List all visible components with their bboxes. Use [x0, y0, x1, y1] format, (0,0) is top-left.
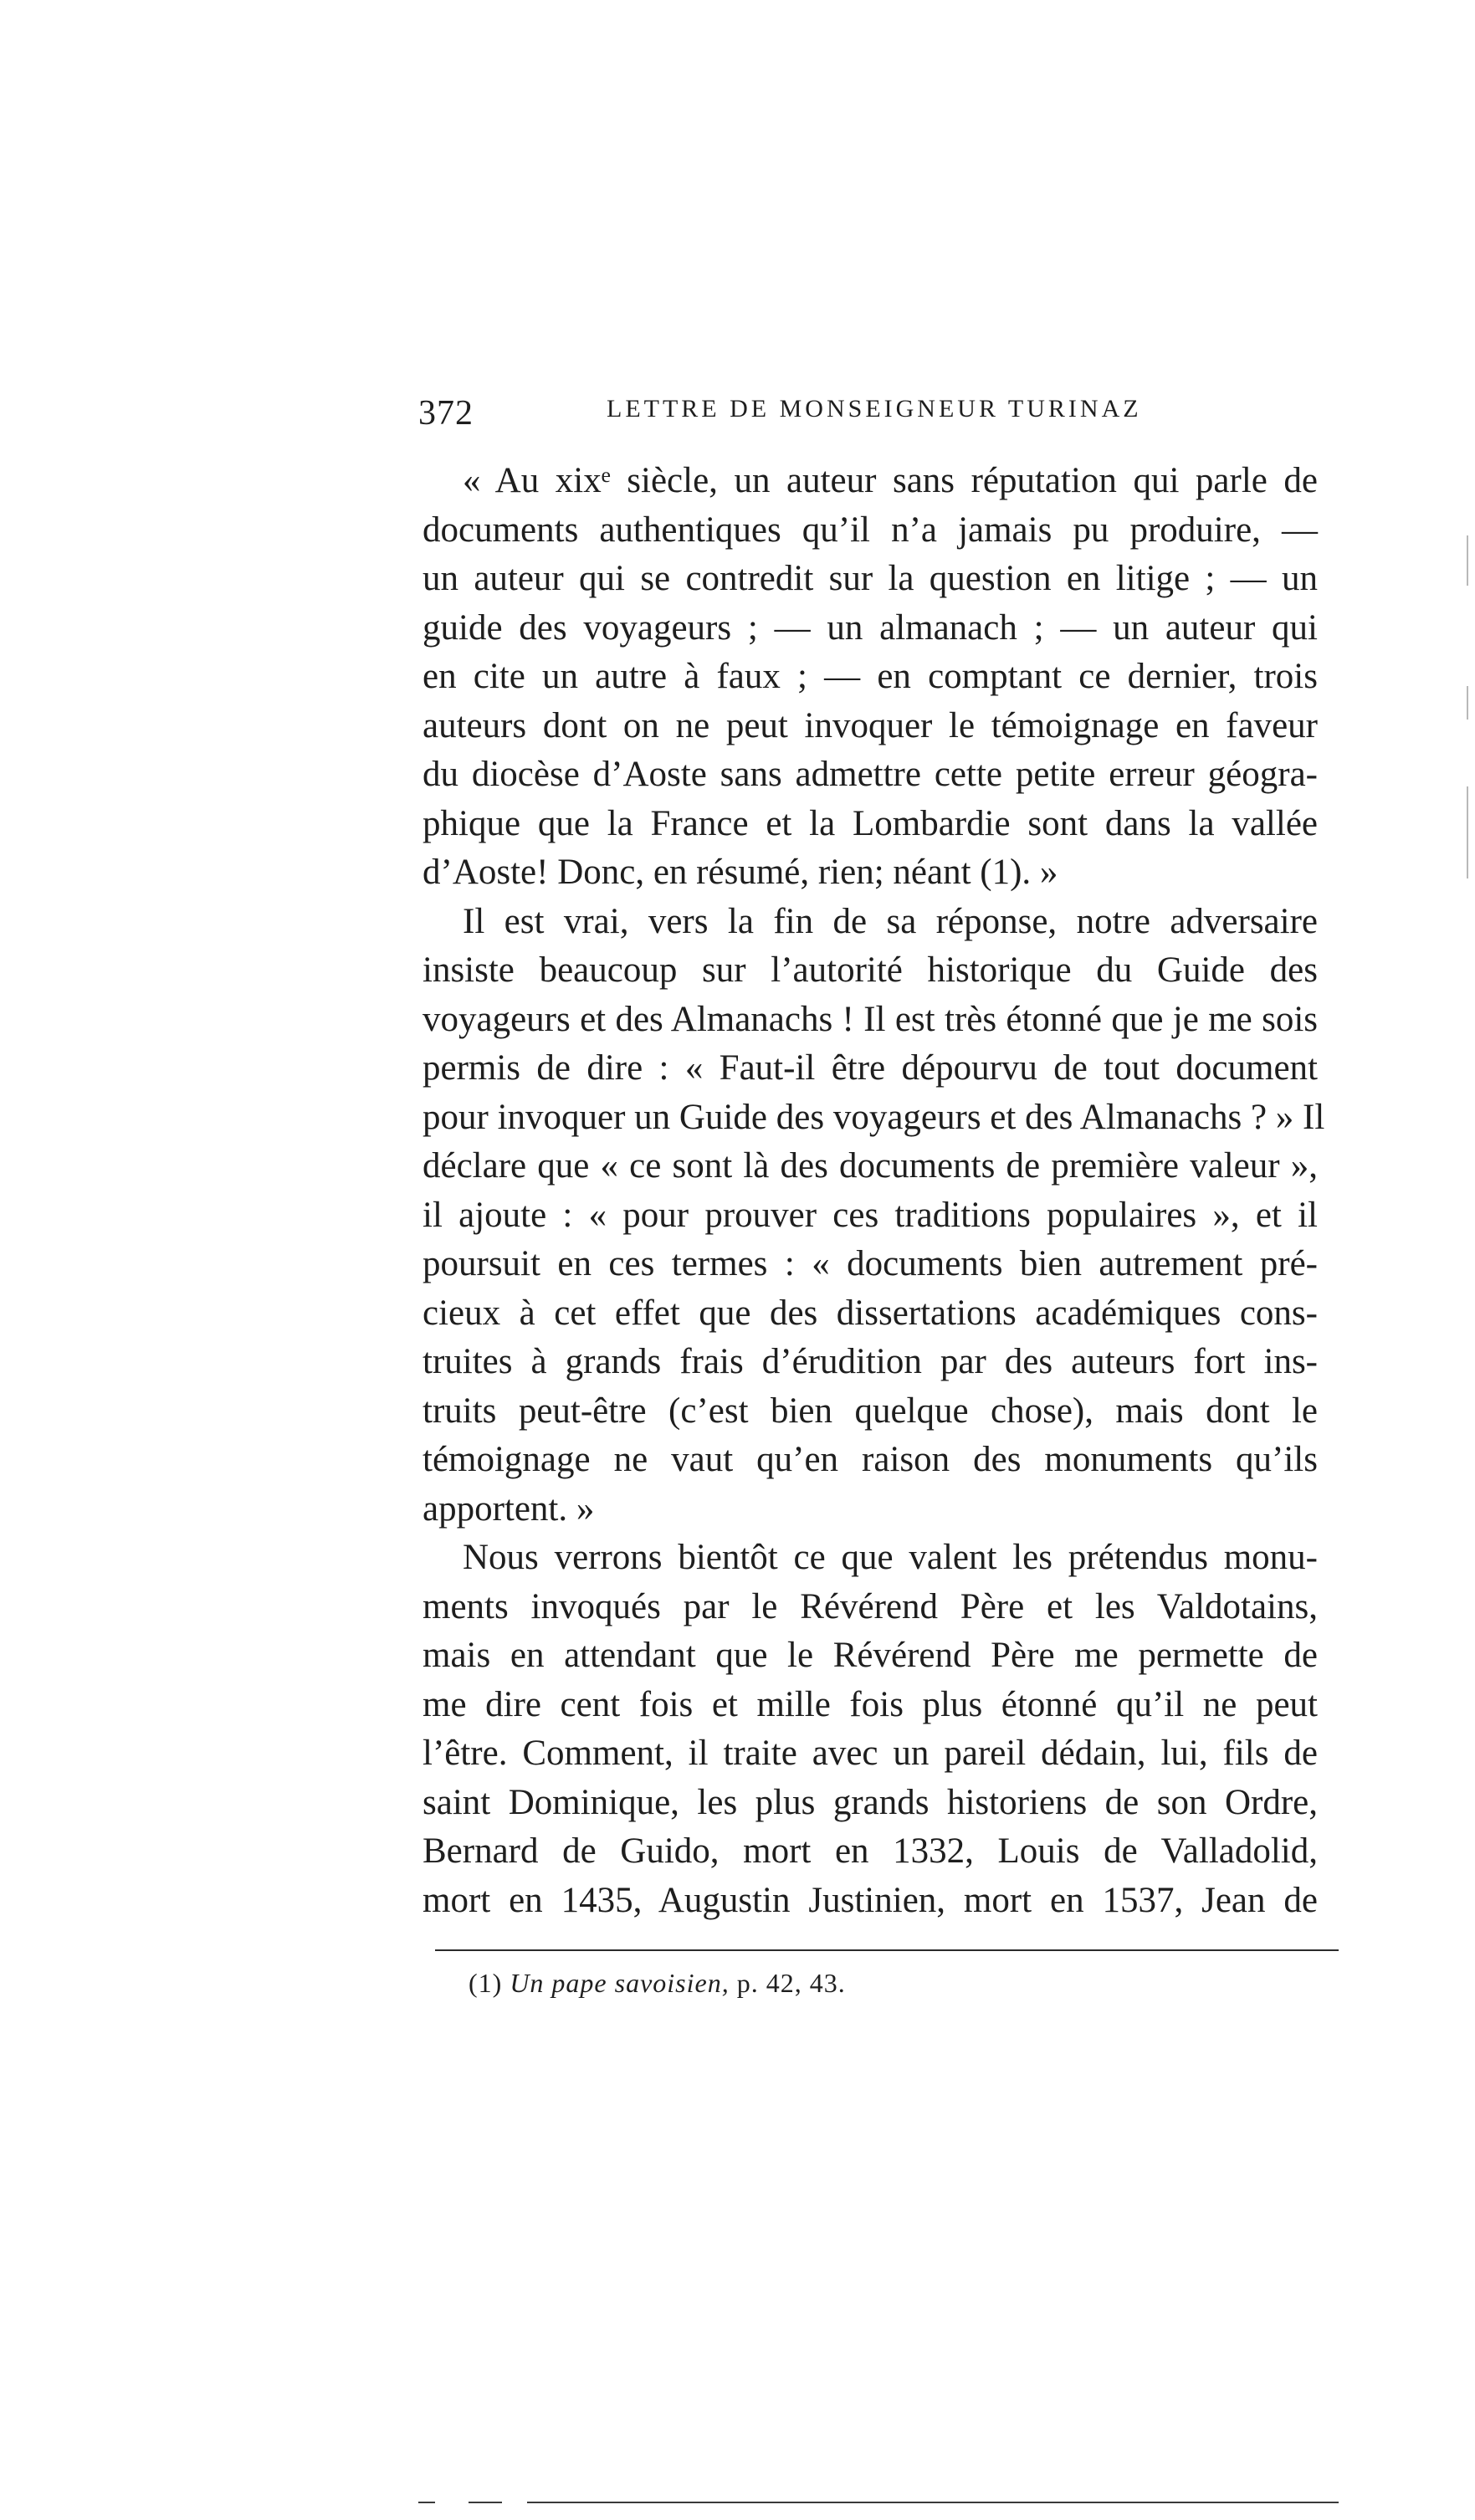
- scan-margin-mark: [1467, 535, 1468, 586]
- text-line: du diocèse d’Aoste sans admettre cette petite erreur géogra-: [423, 755, 1318, 794]
- text-line: auteurs dont on ne peut invoquer le témoignage en faveur: [423, 705, 1318, 745]
- scan-bottom-rule: [527, 2502, 1339, 2503]
- scan-bottom-rule: [469, 2502, 502, 2503]
- body-text: [423, 457, 1325, 1925]
- text-line: « Au xixᵉ siècle, un auteur sans réputation qui parle de: [463, 461, 1318, 500]
- text-line: Nous verrons bientôt ce que valent les prétendus monu-: [463, 1538, 1318, 1577]
- text-line: phique que la France et la Lombardie sont dans la vallée: [423, 803, 1318, 843]
- footnote-marker: (1): [469, 1968, 503, 1998]
- text-line: en cite un autre à faux ; — en comptant ce dernier, trois: [423, 657, 1318, 696]
- text-line: pour invoquer un Guide des voyageurs et des Almanachs ? » Il: [423, 1097, 1325, 1137]
- footnote-rule: [435, 1949, 1339, 1951]
- text-line: truites à grands frais d’érudition par des auteurs fort ins-: [423, 1342, 1318, 1381]
- text-line: il ajoute : « pour prouver ces traditions populaires », et il: [423, 1195, 1318, 1235]
- text-line: truits peut-être (c’est bien quelque chose), mais dont le: [423, 1391, 1318, 1431]
- scan-margin-mark: [1467, 686, 1468, 720]
- scan-margin-mark: [1467, 786, 1468, 878]
- text-line: insiste beaucoup sur l’autorité historique du Guide des: [423, 950, 1318, 990]
- text-line: d’Aoste! Donc, en résumé, rien; néant (1). »: [423, 853, 1058, 892]
- footnote: [469, 1968, 846, 1999]
- text-line: documents authentiques qu’il n’a jamais pu produire, —: [423, 510, 1318, 550]
- text-line: apportent. »: [423, 1488, 595, 1529]
- text-line: mais en attendant que le Révérend Père me permette de: [423, 1636, 1318, 1675]
- text-line: permis de dire : « Faut-il être dépourvu de tout document: [423, 1048, 1318, 1088]
- text-line: mort en 1435, Augustin Justinien, mort en 1537, Jean de: [423, 1880, 1318, 1920]
- text-line: me dire cent fois et mille fois plus étonné qu’il ne peut: [423, 1684, 1318, 1724]
- page-number: 372: [418, 394, 474, 433]
- footnote-title: Un pape savoisien,: [510, 1968, 730, 1998]
- text-line: Bernard de Guido, mort en 1332, Louis de Valladolid,: [423, 1831, 1318, 1871]
- text-line: témoignage ne vaut qu’en raison des monuments qu’ils: [423, 1440, 1318, 1479]
- footnote-pages: p. 42, 43.: [736, 1968, 846, 1998]
- text-line: déclare que « ce sont là des documents de première valeur »,: [423, 1146, 1318, 1186]
- text-line: un auteur qui se contredit sur la question en litige ; — un: [423, 559, 1318, 598]
- text-line: cieux à cet effet que des dissertations académiques cons-: [423, 1293, 1318, 1333]
- running-head: [418, 387, 1339, 437]
- scan-bottom-rule: [418, 2502, 435, 2503]
- text-line: poursuit en ces termes : « documents bien autrement pré-: [423, 1244, 1318, 1283]
- text-line: l’être. Comment, il traite avec un pareil dédain, lui, fils de: [423, 1734, 1318, 1773]
- text-line: voyageurs et des Almanachs ! Il est très étonné que je me sois: [423, 999, 1318, 1039]
- text-line: saint Dominique, les plus grands historiens de son Ordre,: [423, 1782, 1318, 1822]
- text-line: guide des voyageurs ; — un almanach ; — un auteur qui: [423, 607, 1318, 648]
- text-line: Il est vrai, vers la fin de sa réponse, notre adversaire: [463, 901, 1318, 941]
- text-line: ments invoqués par le Révérend Père et les Valdotains,: [423, 1586, 1318, 1626]
- running-title: LETTRE DE MONSEIGNEUR TURINAZ: [607, 395, 1142, 423]
